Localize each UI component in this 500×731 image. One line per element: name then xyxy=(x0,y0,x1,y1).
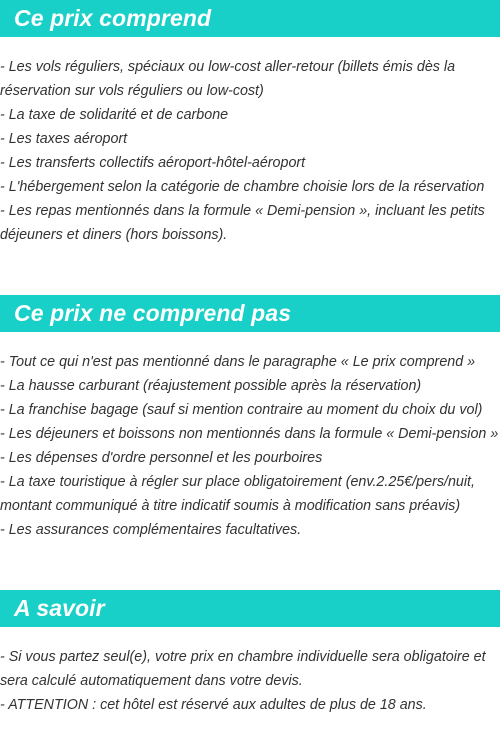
section-header-price-includes xyxy=(0,0,500,37)
text-line: réservation sur vols réguliers ou low-cost) xyxy=(0,83,264,99)
text-line: - Les assurances complémentaires facultatives. xyxy=(0,522,302,538)
text-line: sera calculé automatiquement dans votre devis. xyxy=(0,673,303,689)
section-body-price-excludes xyxy=(0,350,500,542)
text-line: - La franchise bagage (sauf si mention contraire au moment du choix du vol) xyxy=(0,402,483,418)
text-line: montant communiqué à titre indicatif soumis à modification sans préavis) xyxy=(0,498,461,514)
section-title: Ce prix comprend xyxy=(14,5,212,31)
text-line: - Les déjeuners et boissons non mentionnés dans la formule « Demi-pension » xyxy=(0,426,499,442)
text-line: - Les vols réguliers, spéciaux ou low-cost aller-retour (billets émis dès la xyxy=(0,59,456,75)
text-line: - Les dépenses d'ordre personnel et les pourboires xyxy=(0,450,323,466)
text-line: - ATTENTION : cet hôtel est réservé aux adultes de plus de 18 ans. xyxy=(0,697,427,713)
section-price-includes xyxy=(0,0,500,247)
text-line: - La taxe de solidarité et de carbone xyxy=(0,107,229,123)
text-line: - La hausse carburant (réajustement possible après la réservation) xyxy=(0,378,422,394)
section-header-good-to-know xyxy=(0,590,500,627)
section-title: Ce prix ne comprend pas xyxy=(14,300,292,326)
section-body-good-to-know xyxy=(0,645,500,717)
section-header-price-excludes xyxy=(0,295,500,332)
text-line: - Si vous partez seul(e), votre prix en chambre individuelle sera obligatoire et xyxy=(0,649,486,665)
section-good-to-know xyxy=(0,590,500,717)
text-line: déjeuners et diners (hors boissons). xyxy=(0,227,228,243)
text-line: - La taxe touristique à régler sur place obligatoirement (env.2.25€/pers/nuit, xyxy=(0,474,475,490)
text-line: - Tout ce qui n'est pas mentionné dans le paragraphe « Le prix comprend » xyxy=(0,354,476,370)
section-price-excludes xyxy=(0,295,500,542)
section-body-price-includes xyxy=(0,55,500,247)
text-line: - L'hébergement selon la catégorie de chambre choisie lors de la réservation xyxy=(0,179,485,195)
section-title: A savoir xyxy=(14,595,105,621)
text-line: - Les transferts collectifs aéroport-hôtel-aéroport xyxy=(0,155,306,171)
text-line: - Les taxes aéroport xyxy=(0,131,128,147)
text-line: - Les repas mentionnés dans la formule « Demi-pension », incluant les petits xyxy=(0,203,485,219)
